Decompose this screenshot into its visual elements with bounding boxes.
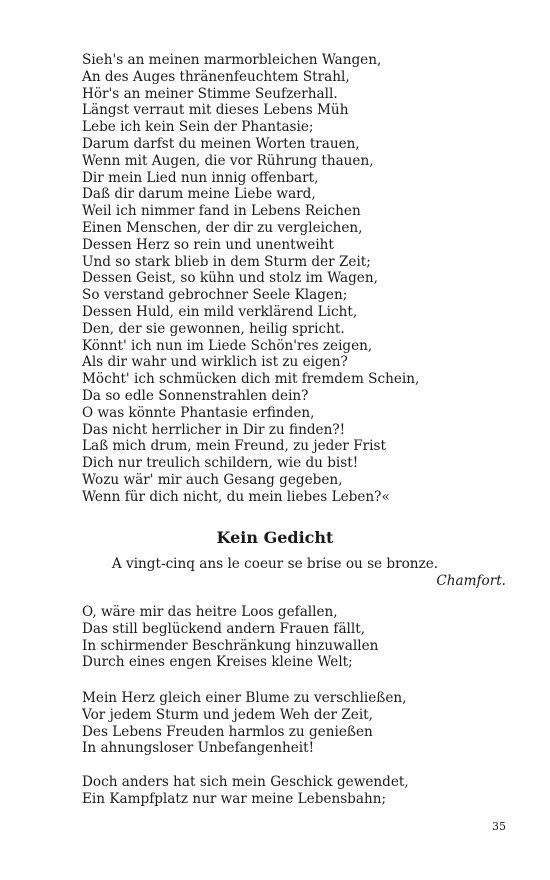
verse-line: Das nicht herrlicher in Dir zu finden?! <box>82 421 346 438</box>
verse-line: O, wäre mir das heitre Loos gefallen, <box>82 604 338 620</box>
stanza <box>82 690 522 757</box>
poem-epigraph: A vingt-cinq ans le coeur se brise ou se bronze. <box>111 556 439 572</box>
verse-line: Dessen Herz so rein und unentweiht <box>82 236 334 253</box>
verse-line: Könnt' ich nun im Liede Schön'res zeigen, <box>82 337 373 354</box>
verse-line: Wozu wär' mir auch Gesang gegeben, <box>82 471 343 488</box>
verse-line: Doch anders hat sich mein Geschick gewendet, <box>82 774 409 790</box>
verse-line: Weil ich nimmer fand in Lebens Reichen <box>82 203 361 220</box>
epigraph-source: Chamfort. <box>436 573 506 589</box>
verse-line: Als dir wahr und wirklich ist zu eigen? <box>82 354 348 371</box>
verse-line: Und so stark blieb in dem Sturm der Zeit; <box>82 253 371 270</box>
verse-line: So verstand gebrochner Seele Klagen; <box>82 287 348 304</box>
verse-line: In schirmender Beschränkung hinzuwallen <box>82 637 379 654</box>
verse-line: Laß mich drum, mein Freund, zu jeder Frist <box>82 438 386 455</box>
stanza <box>82 774 522 808</box>
verse-line: Dir mein Lied nun innig offenbart, <box>82 169 319 186</box>
verse-line: Das still beglückend andern Frauen fällt, <box>82 620 366 637</box>
verse-line: Längst verraut mit dieses Lebens Müh <box>82 102 349 119</box>
verse-line: An des Auges thränenfeuchtem Strahl, <box>82 68 350 85</box>
verse-line: Dich nur treulich schildern, wie du bist! <box>82 455 359 472</box>
page-number: 35 <box>492 820 506 833</box>
verse-line: Daß dir darum meine Liebe ward, <box>82 186 316 203</box>
verse-line: Sieh's an meinen marmorbleichen Wangen, <box>82 52 382 68</box>
verse-line: Den, der sie gewonnen, heilig spricht. <box>82 320 345 337</box>
previous-poem-ending <box>82 52 522 506</box>
poem-title: Kein Gedicht <box>216 528 334 547</box>
verse-line: Möcht' ich schmücken dich mit fremdem Schein, <box>82 371 420 388</box>
verse-line: Durch eines engen Kreises kleine Welt; <box>82 654 353 671</box>
verse-line: In ahnungsloser Unbefangenheit! <box>82 740 315 757</box>
verse-line: Des Lebens Freuden harmlos zu genießen <box>82 723 373 740</box>
verse-line: Dessen Huld, ein mild verklärend Licht, <box>82 303 358 320</box>
verse-line: Ein Kampfplatz nur war meine Lebensbahn; <box>82 790 387 807</box>
verse-line: O was könnte Phantasie erfinden, <box>82 404 315 421</box>
verse-line: Darum darfst du meinen Worten trauen, <box>82 135 360 152</box>
verse-line: Da so edle Sonnenstrahlen dein? <box>82 387 309 404</box>
verse-line: Dessen Geist, so kühn und stolz im Wagen, <box>82 270 378 287</box>
verse-line: Einen Menschen, der dir zu vergleichen, <box>82 219 363 236</box>
verse-line: Wenn für dich nicht, du mein liebes Leben?« <box>82 488 390 505</box>
verse-line: Vor jedem Sturm und jedem Weh der Zeit, <box>82 706 373 723</box>
verse-line: Mein Herz gleich einer Blume zu verschließen, <box>82 690 407 706</box>
verse-line: Lebe ich kein Sein der Phantasie; <box>82 119 314 136</box>
stanza <box>82 604 522 671</box>
verse-line: Hör's an meiner Stimme Seufzerhall. <box>82 85 338 102</box>
verse-line: Wenn mit Augen, die vor Rührung thauen, <box>82 152 374 169</box>
